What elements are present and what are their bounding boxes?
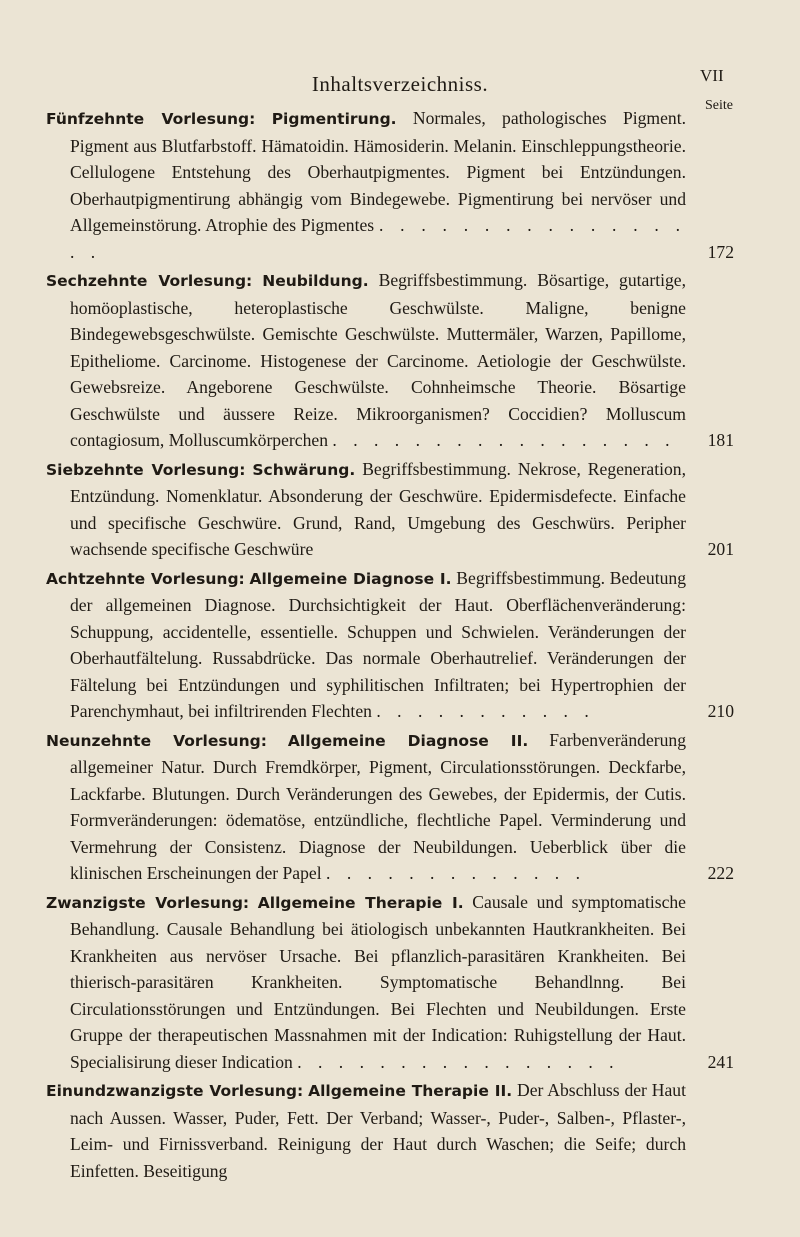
lecture-topics: Normales, pathologisches Pigment. Pigment aus Blutfarbstoff. Hämatoidin. Hämosiderin. Melanin. Einschleppungstheorie. Cellulogene Entstehung des Oberhautpigmentes. Pigment bei Entzündungen. Oberhautpigmentirung abhängig vom Bindegewebe. Pigmentirung bei nervöser und Allgemeinstörung. Atrophie des Pigmentes bbox=[70, 108, 686, 235]
page-ref: 210 bbox=[707, 701, 734, 721]
leader-dots: . . . . . . . . . . . . . bbox=[326, 863, 586, 883]
lecture-heading: Sechzehnte Vorlesung: bbox=[46, 272, 253, 290]
toc-entry bbox=[46, 1077, 686, 1184]
page-ref: 241 bbox=[707, 1051, 734, 1072]
toc-entry bbox=[46, 889, 734, 1076]
seite-column-label: Seite bbox=[705, 98, 733, 113]
lecture-topics: Begriffsbestimmung. Nekrose, Regeneration, Entzündung. Nomenklatur. Absonderung der Geschwüre. Epidermisdefecte. Einfache und specifische Geschwüre. Grund, Rand, Umgebung des Geschwürs. Peripher wachsende specifische Geschwüre bbox=[70, 458, 687, 559]
lecture-subject: Allgemeine Therapie I. bbox=[257, 893, 464, 912]
toc-entry bbox=[46, 267, 734, 454]
lecture-topics: Causale und symptomatische Behandlung. Causale Behandlung bei ätiologisch unbekannten Hautkrankheiten. Bei Krankheiten aus nervöser Ursache. Bei pflanzlich-parasitären Krankheiten. Bei thierisch-parasitären Krankheiten. Symptomatische Behandlnng. Bei Circulationsstörungen und Entzündungen. Bei Flechten und Neubildungen. Erste Gruppe der therapeutischen Massnahmen mit der Indication: Ruhigstellung der Haut. Specialisirung dieser Indication bbox=[70, 891, 686, 1072]
lecture-topics: Begriffsbestimmung. Bedeutung der allgemeinen Diagnose. Durchsichtigkeit der Haut. Oberflächenveränderung: Schuppung, accidentelle, essentielle. Schuppen und Schwielen. Veränderungen der Oberhautfältelung. Russabdrücke. Das normale Oberhautrelief. Veränderungen der Fältelung bei Entzündungen und syphilitischen Infiltraten; bei Hypertrophien der Parenchymhaut, bei infiltrirenden Flechten bbox=[70, 567, 686, 721]
leader-dots: . . . . . . . . . . . . . . . . bbox=[297, 1051, 620, 1072]
lecture-heading: Zwanzigste Vorlesung: bbox=[46, 893, 250, 912]
page-ref: 181 bbox=[707, 430, 734, 450]
lecture-subject: Pigmentirung. bbox=[271, 110, 397, 128]
lecture-heading: Fünfzehnte Vorlesung: bbox=[46, 110, 256, 128]
lecture-heading: Siebzehnte Vorlesung: bbox=[46, 460, 246, 479]
lecture-subject: Schwärung. bbox=[252, 460, 356, 479]
lecture-subject: Allgemeine Diagnose II. bbox=[287, 731, 529, 750]
leader-dots: . . . . . . . . . . . . . . . . . bbox=[332, 430, 676, 450]
lecture-heading: Achtzehnte Vorlesung: bbox=[46, 569, 245, 588]
leader-dots: . . . . . . . . . . . bbox=[376, 701, 595, 721]
lecture-subject: Neubildung. bbox=[262, 272, 369, 290]
toc-entry bbox=[46, 456, 734, 563]
page-ref: 201 bbox=[707, 539, 734, 559]
lecture-heading: Einundzwanzigste Vorlesung: bbox=[46, 1082, 304, 1100]
page-ref: 222 bbox=[707, 863, 734, 883]
lecture-heading: Neunzehnte Vorlesung: bbox=[46, 731, 267, 750]
page-number: VII bbox=[700, 66, 724, 85]
toc-entry bbox=[46, 727, 734, 887]
lecture-subject: Allgemeine Therapie II. bbox=[308, 1082, 513, 1100]
lecture-topics: Begriffsbestimmung. Bösartige, gutartige, homöoplastische, heteroplastische Geschwülste. Maligne, benigne Bindegewebsgeschwülste. Gemischte Geschwülste. Muttermäler, Warzen, Papillome, Epitheliome. Carcinome. Histogenese der Carcinome. Aetiologie der Geschwülste. Gewebsreize. Angeborene Geschwülste. Cohnheimsche Theorie. Bösartige Geschwülste und äussere Reize. Mikroorganismen? Coccidien? Molluscum contagiosum, Molluscumkörperchen bbox=[70, 270, 686, 450]
page-ref: 172 bbox=[707, 241, 734, 262]
leader-dots: . . . . . . . . . . . . . . . . . bbox=[70, 215, 687, 262]
lecture-topics: Der Abschluss der Haut nach Aussen. Wasser, Puder, Fett. Der Verband; Wasser-, Puder-, Salben-, Pflaster-, Leim- und Firnissverband. Reinigung der Haut durch Waschen; die Seife; durch Einfetten. Beseitigung bbox=[70, 1080, 686, 1181]
page-title: Inhaltsverzeichniss. bbox=[311, 72, 489, 96]
lecture-topics: Farbenveränderung allgemeiner Natur. Durch Fremdkörper, Pigment, Circulationsstörungen. Deckfarbe, Lackfarbe. Blutungen. Durch Veränderungen des Gewebes, der Epidermis, der Cutis. Formveränderungen: ödematöse, entzündliche, flechtliche Papel. Verminderung und Vermehrung der Consistenz. Diagnose der Neubildungen. Ueberblick über die klinischen Erscheinungen der Papel bbox=[70, 729, 687, 883]
lecture-subject: Allgemeine Diagnose I. bbox=[249, 569, 452, 588]
toc-entry bbox=[46, 565, 734, 725]
